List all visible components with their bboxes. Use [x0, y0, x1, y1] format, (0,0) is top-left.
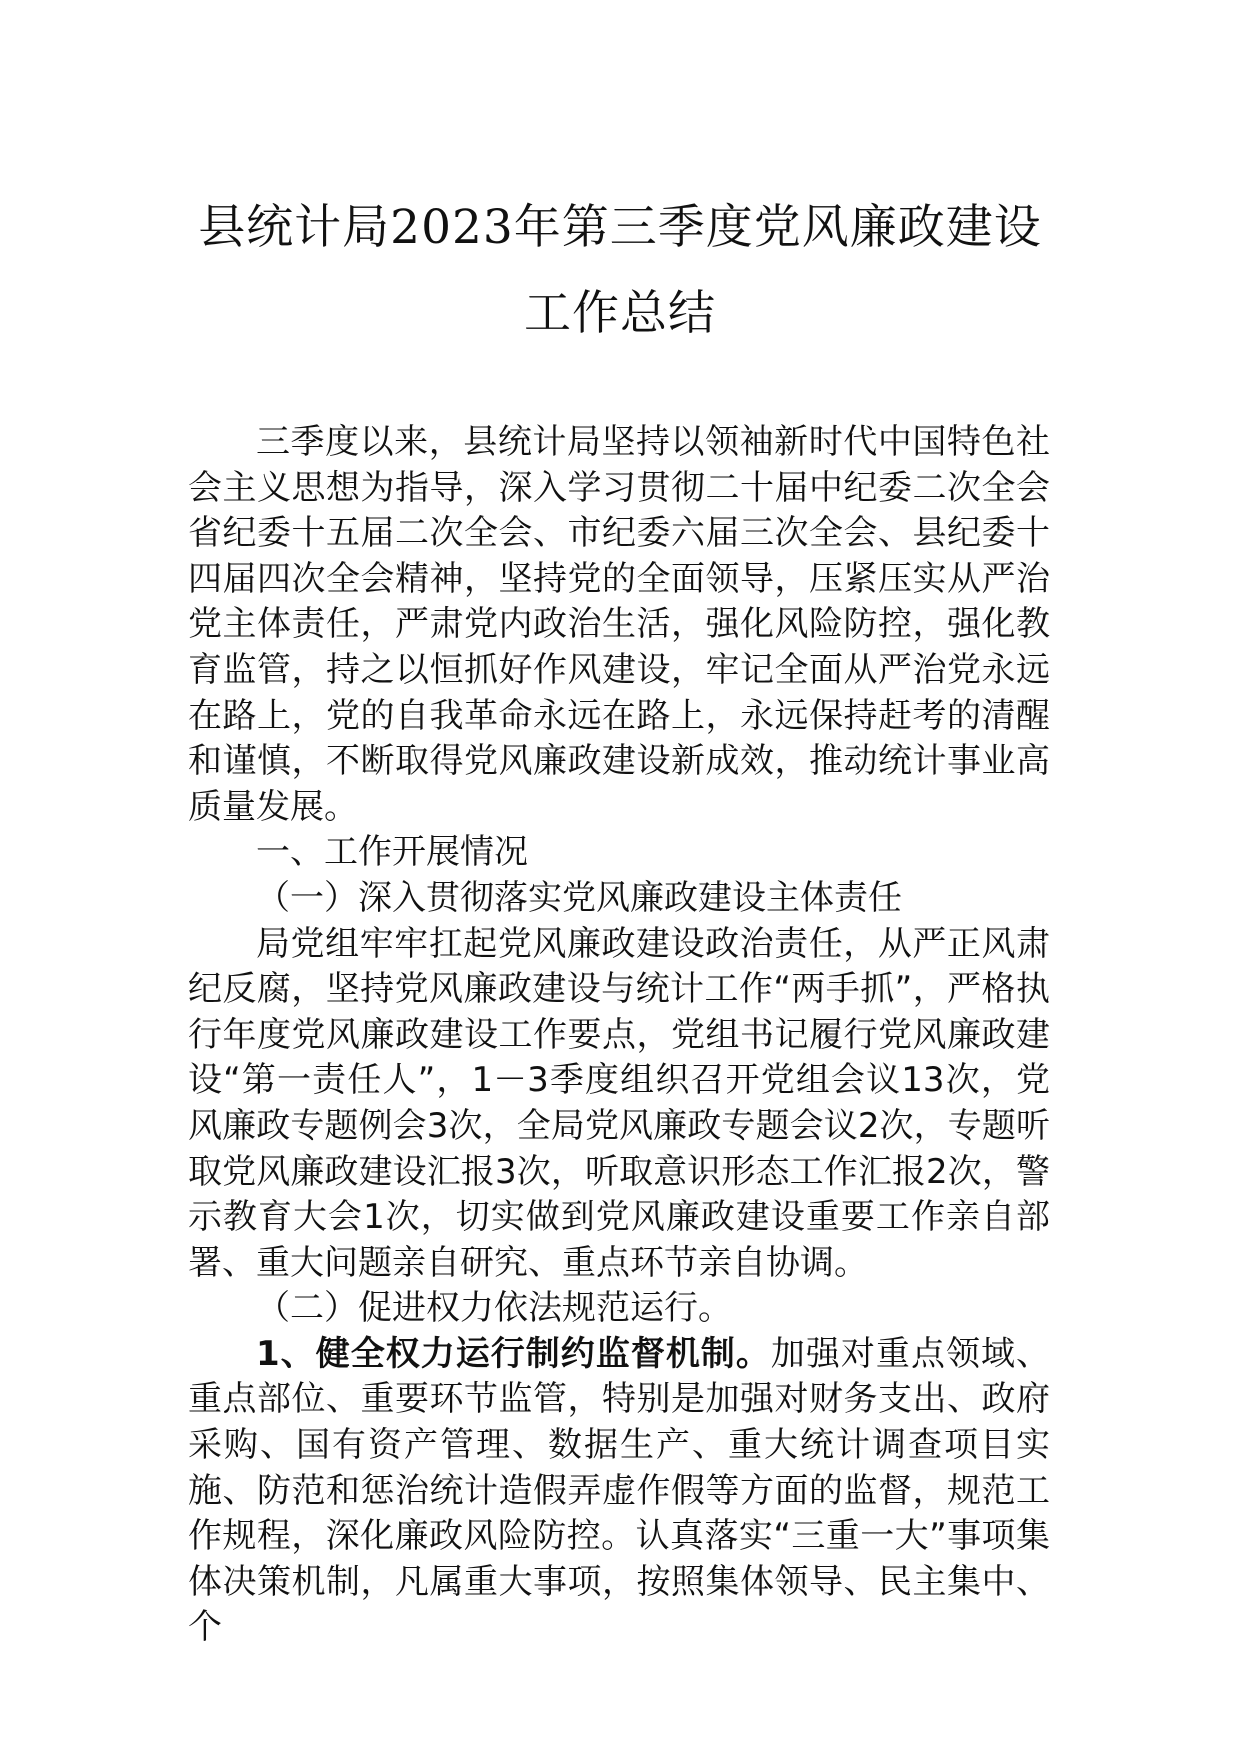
document-body: [188, 420, 1050, 1651]
power-supervision-lead: 1、健全权力运行制约监督机制。: [256, 1333, 771, 1374]
section-heading-work-progress: 一、工作开展情况: [256, 832, 528, 873]
power-supervision-text: 加强对重点领域、重点部位、重要环节监管，特别是加强对财务支出、政府采购、国有资产管理、数据生产、重大统计调查项目实施、防范和惩治统计造假弄虚作假等方面的监督，规范工作规程，深化廉政风险防控。认真落实“三重一大”事项集体决策机制，凡属重大事项，按照集体领导、民主集中、个: [188, 1333, 1050, 1648]
power-supervision-paragraph: [188, 1332, 1050, 1651]
responsibility-paragraph: 局党组牢牢扛起党风廉政建设政治责任，从严正风肃纪反腐，坚持党风廉政建设与统计工作“两手抓”，严格执行年度党风廉政建设工作要点，党组书记履行党风廉政建设“第一责任人”，1－3季度组织召开党组会议13次，党风廉政专题例会3次，全局党风廉政专题会议2次，专题听取党风廉政建设汇报3次，听取意识形态工作汇报2次，警示教育大会1次，切实做到党风廉政建设重要工作亲自部署、重大问题亲自研究、重点环节亲自协调。: [188, 923, 1050, 1283]
document-title: 县统计局2023年第三季度党风廉政建设工作总结: [198, 200, 1042, 341]
intro-paragraph: 三季度以来，县统计局坚持以领袖新时代中国特色社会主义思想为指导，深入学习贯彻二十届中纪委二次全会省纪委十五届二次全会、市纪委六届三次全会、县纪委十四届四次全会精神，坚持党的全面领导，压紧压实从严治党主体责任，严肃党内政治生活，强化风险防控，强化教育监管，持之以恒抓好作风建设，牢记全面从严治党永远在路上，党的自我革命永远在路上，永远保持赶考的清醒和谨慎，不断取得党风廉政建设新成效，推动统计事业高质量发展。: [188, 422, 1050, 827]
subsection-heading-power-operation: （二）促进权力依法规范运行。: [256, 1288, 732, 1329]
subsection-heading-main-responsibility: （一）深入贯彻落实党风廉政建设主体责任: [256, 877, 902, 918]
